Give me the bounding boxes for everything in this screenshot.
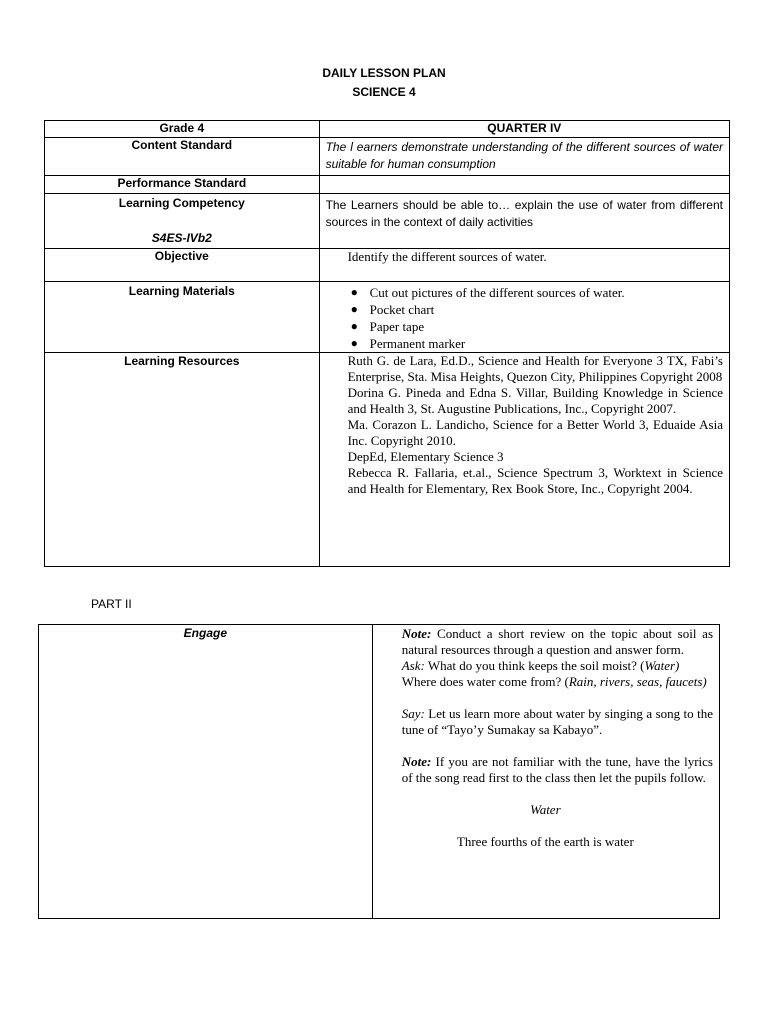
ask-paragraph	[402, 658, 713, 674]
engage-label: Engage	[39, 625, 373, 919]
learning-competency-desc-cell	[319, 194, 729, 249]
resource-item: Dorina G. Pineda and Edna S. Villar, Building Knowledge in Science and Health 3, St. Augustine Publications, Inc., Copyright 2007.	[347, 385, 723, 416]
document-subject: SCIENCE 4	[352, 85, 416, 99]
document-title: DAILY LESSON PLAN	[322, 66, 446, 80]
material-text: Pocket chart	[369, 302, 435, 317]
say-text: Let us learn more about water by singing a song to the tune of “Tayo’y Sumakay sa Kabayo”.	[401, 706, 713, 737]
resource-item: Ruth G. de Lara, Ed.D., Science and Health for Everyone 3 TX, Fabi’s Enterprise, Sta. Misa Heights, Quezon City, Philippines Copyright 2008	[347, 353, 723, 384]
table-row	[39, 625, 720, 919]
learning-materials-label: Learning Materials	[45, 282, 320, 353]
where-paragraph	[402, 674, 713, 690]
table-row	[45, 138, 730, 176]
grade-cell: Grade 4	[45, 121, 320, 138]
learning-competency-label: Learning Competency	[118, 196, 245, 210]
note2-label: Note:	[401, 754, 432, 769]
performance-standard-label: Performance Standard	[45, 176, 320, 194]
song-line: Three fourths of the earth is water	[456, 834, 634, 849]
table-row	[45, 194, 730, 249]
note2-paragraph	[402, 754, 713, 786]
table-row	[45, 282, 730, 353]
song-title	[402, 802, 713, 818]
table-row	[45, 249, 730, 282]
say-label: Say:	[401, 706, 425, 721]
engage-table	[38, 624, 720, 919]
list-item	[320, 318, 729, 335]
bullet-icon: ●	[350, 319, 358, 333]
learning-competency-text: The Learners should be able to… explain the use of water from different sources in the context of daily activities	[325, 198, 723, 229]
material-text: Paper tape	[369, 319, 425, 334]
say-paragraph	[402, 706, 713, 738]
materials-list	[320, 284, 729, 352]
material-text: Permanent marker	[369, 336, 466, 351]
bullet-icon: ●	[350, 336, 358, 350]
bullet-icon: ●	[350, 285, 358, 299]
content-standard-cell	[319, 138, 729, 176]
learning-competency-cell	[45, 194, 320, 249]
quarter-cell: QUARTER IV	[319, 121, 729, 138]
learning-materials-cell	[319, 282, 729, 353]
ask-text: What do you think keeps the soil moist? (	[424, 658, 645, 673]
bullet-icon: ●	[350, 302, 358, 316]
note-paragraph	[402, 626, 713, 658]
objective-text: Identify the different sources of water.	[347, 249, 547, 264]
where-answer: Rain, rivers, seas, faucets)	[568, 674, 707, 689]
note-text: Conduct a short review on the topic about soil as natural resources through a question and answer form.	[401, 626, 713, 657]
lesson-plan-table	[44, 120, 730, 567]
resources-list	[320, 353, 729, 497]
ask-label: Ask:	[401, 658, 425, 673]
table-row	[45, 176, 730, 194]
list-item	[320, 284, 729, 301]
resource-item: Rebecca R. Fallaria, et.al., Science Spectrum 3, Worktext in Science and Health for Elementary, Rex Book Store, Inc., Copyright 2004.	[347, 465, 723, 496]
ask-answer: Water)	[644, 658, 680, 673]
resource-item: Ma. Corazon L. Landicho, Science for a Better World 3, Eduaide Asia Inc. Copyright 2010.	[347, 417, 723, 448]
learning-competency-code: S4ES-IVb2	[151, 231, 212, 245]
resource-item: DepEd, Elementary Science 3	[347, 449, 504, 464]
performance-standard-cell	[319, 176, 729, 194]
list-item	[320, 335, 729, 352]
learning-resources-cell	[319, 353, 729, 567]
learning-resources-label: Learning Resources	[45, 353, 320, 567]
content-standard-label: Content Standard	[45, 138, 320, 176]
objective-label: Objective	[45, 249, 320, 282]
where-text: Where does water come from? (	[401, 674, 569, 689]
note-label: Note:	[401, 626, 432, 641]
table-row	[45, 353, 730, 567]
note2-text: If you are not familiar with the tune, have the lyrics of the song read first to the class then let the pupils follow.	[401, 754, 713, 785]
part-two-heading: PART II	[91, 597, 132, 611]
content-standard-text: The l earners demonstrate understanding of the different sources of water suitable for human consumption	[325, 140, 723, 171]
table-row	[45, 121, 730, 138]
objective-cell	[319, 249, 729, 282]
material-text: Cut out pictures of the different sources of water.	[369, 285, 625, 300]
engage-content	[372, 625, 719, 919]
list-item	[320, 301, 729, 318]
song-title-text: Water	[530, 802, 561, 817]
